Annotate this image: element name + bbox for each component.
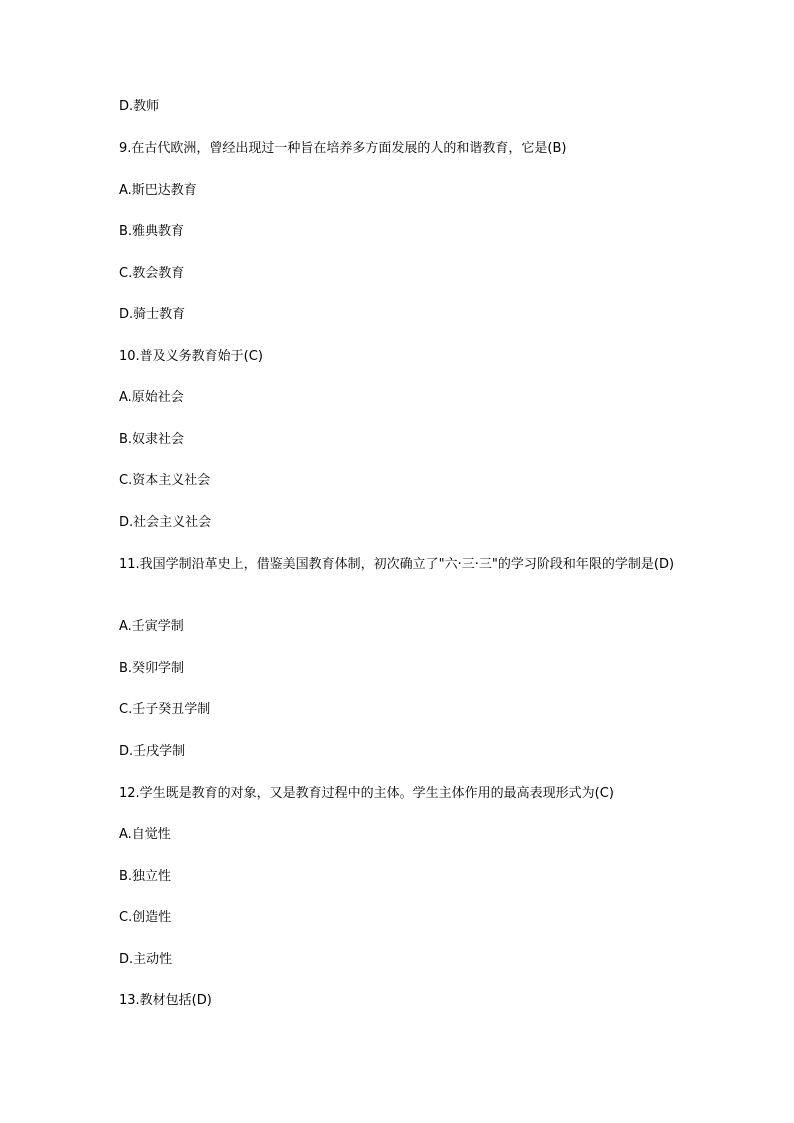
q11-option-b: B.癸卯学制 (119, 661, 185, 676)
q10-option-b: B.奴隶社会 (119, 432, 185, 447)
q11-option-c: C.壬子癸丑学制 (119, 702, 211, 717)
q11-option-d: D.壬戌学制 (119, 744, 186, 759)
question-11: 11.我国学制沿革史上，借鉴美国教育体制，初次确立了"六·三·三"的学习阶段和年限的学制是(D) (119, 557, 675, 572)
question-13: 13.教材包括(D) (119, 993, 212, 1008)
q10-option-d: D.社会主义社会 (119, 515, 212, 530)
q12-option-d: D.主动性 (119, 952, 173, 967)
q10-option-a: A.原始社会 (119, 390, 184, 405)
question-9: 9.在古代欧洲，曾经出现过一种旨在培养多方面发展的人的和谐教育，它是(B) (119, 141, 567, 156)
q11-option-a: A.壬寅学制 (119, 619, 184, 634)
question-12: 12.学生既是教育的对象，又是教育过程中的主体。学生主体作用的最高表现形式为(C) (119, 786, 614, 801)
q9-option-c: C.教会教育 (119, 266, 185, 281)
q12-option-c: C.创造性 (119, 910, 172, 925)
q12-option-b: B.独立性 (119, 869, 172, 884)
q9-option-d: D.骑士教育 (119, 307, 186, 322)
q9-option-b: B.雅典教育 (119, 224, 185, 239)
option-d-teacher: D.教师 (119, 99, 160, 114)
q12-option-a: A.自觉性 (119, 827, 171, 842)
question-10: 10.普及义务教育始于(C) (119, 349, 263, 364)
q9-option-a: A.斯巴达教育 (119, 183, 197, 198)
q10-option-c: C.资本主义社会 (119, 473, 211, 488)
